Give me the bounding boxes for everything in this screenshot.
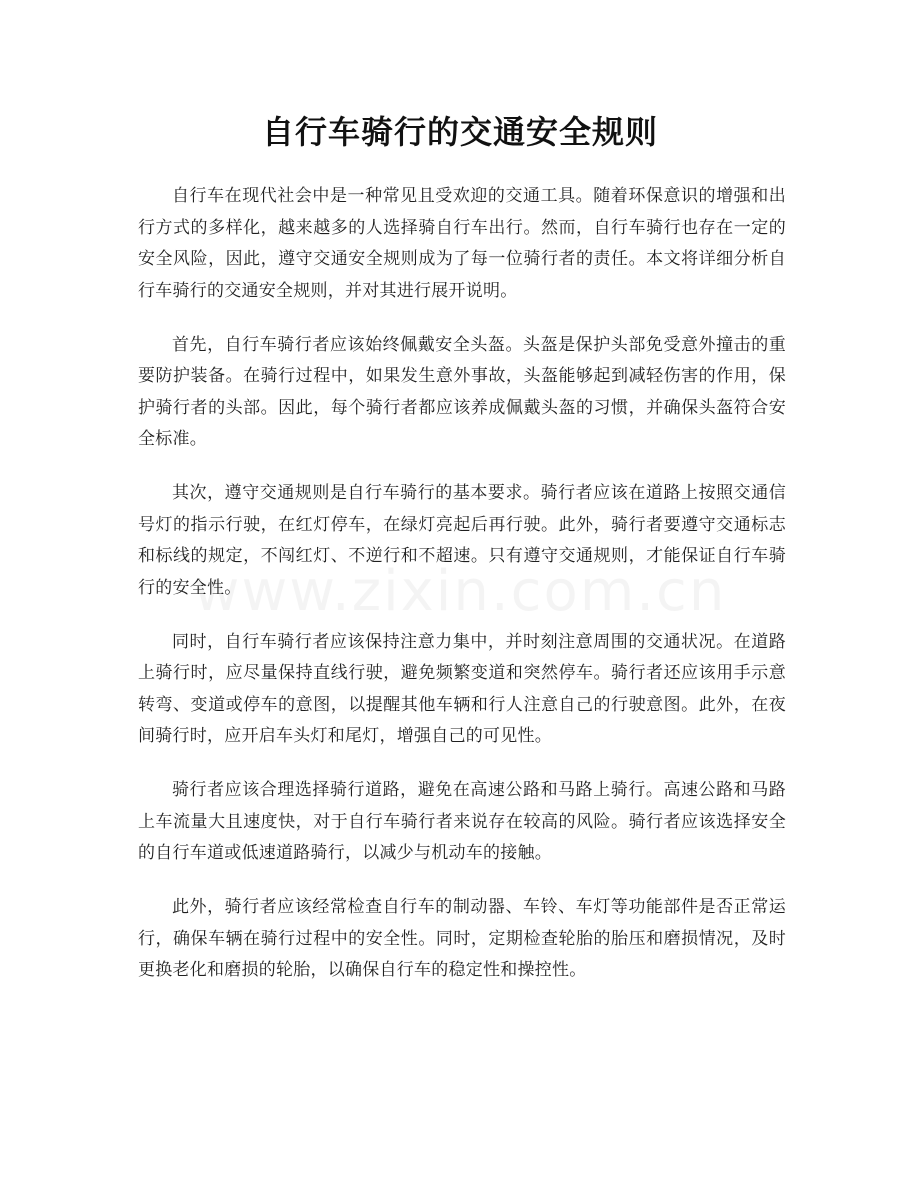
paragraph-intro: 自行车在现代社会中是一种常见且受欢迎的交通工具。随着环保意识的增强和出行方式的多样化，越来越多的人选择骑自行车出行。然而，自行车骑行也存在一定的安全风险，因此，遵守交通安全规则成为了每一位骑行者的责任。本文将详细分析自行车骑行的交通安全规则，并对其进行展开说明。 — [138, 186, 786, 301]
paragraph-traffic-rules: 其次，遵守交通规则是自行车骑行的基本要求。骑行者应该在道路上按照交通信号灯的指示行驶，在红灯停车，在绿灯亮起后再行驶。此外，骑行者要遵守交通标志和标线的规定，不闯红灯、不逆行和不超速。只有遵守交通规则，才能保证自行车骑行的安全性。 — [138, 483, 786, 598]
document-body — [138, 181, 786, 1009]
paragraph-road-choice: 骑行者应该合理选择骑行道路，避免在高速公路和马路上骑行。高速公路和马路上车流量大且速度快，对于自行车骑行者来说存在较高的风险。骑行者应该选择安全的自行车道或低速道路骑行，以减少与机动车的接触。 — [138, 780, 786, 863]
paragraph-maintenance: 此外，骑行者应该经常检查自行车的制动器、车铃、车灯等功能部件是否正常运行，确保车辆在骑行过程中的安全性。同时，定期检查轮胎的胎压和磨损情况，及时更换老化和磨损的轮胎，以确保自行车的稳定性和操控性。 — [138, 897, 786, 980]
paragraph-attention: 同时，自行车骑行者应该保持注意力集中，并时刻注意周围的交通状况。在道路上骑行时，应尽量保持直线行驶，避免频繁变道和突然停车。骑行者还应该用手示意转弯、变道或停车的意图，以提醒其他车辆和行人注意自己的行驶意图。此外，在夜间骑行时，应开启车头灯和尾灯，增强自己的可见性。 — [138, 631, 786, 746]
paragraph-helmet: 首先，自行车骑行者应该始终佩戴安全头盔。头盔是保护头部免受意外撞击的重要防护装备。在骑行过程中，如果发生意外事故，头盔能够起到减轻伤害的作用，保护骑行者的头部。因此，每个骑行者都应该养成佩戴头盔的习惯，并确保头盔符合安全标准。 — [138, 334, 786, 449]
document-title: 自行车骑行的交通安全规则 — [261, 113, 658, 151]
